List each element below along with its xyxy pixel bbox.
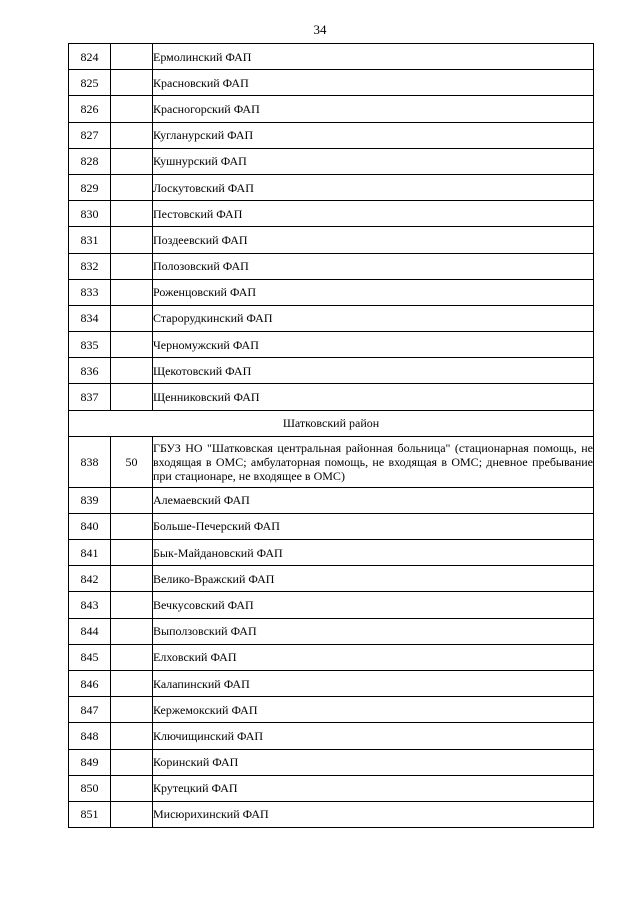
row-code: [111, 253, 153, 279]
section-title: Шатковский район: [69, 410, 594, 436]
row-code: [111, 201, 153, 227]
table-row: [69, 305, 594, 331]
table-section: [69, 410, 594, 487]
row-number: 847: [69, 697, 111, 723]
row-name: Роженцовский ФАП: [153, 279, 594, 305]
row-number: 841: [69, 540, 111, 566]
table-row: [69, 44, 594, 70]
row-number: 845: [69, 644, 111, 670]
row-name: Ермолинский ФАП: [153, 44, 594, 70]
table-row: [69, 566, 594, 592]
row-code: [111, 670, 153, 696]
row-code: [111, 332, 153, 358]
row-number: 839: [69, 487, 111, 513]
table-row: [69, 801, 594, 827]
section-row: [69, 410, 594, 436]
row-name: Выползовский ФАП: [153, 618, 594, 644]
row-number: 843: [69, 592, 111, 618]
row-name: Поздеевский ФАП: [153, 227, 594, 253]
row-name: ГБУЗ НО "Шатковская центральная районная больница" (стационарная помощь, не входящая в ОМС; амбулаторная помощь, не входящая в ОМС; дневное пребывание при стационаре, не входящее в ОМС): [153, 436, 594, 487]
row-code: [111, 749, 153, 775]
row-number: 838: [69, 436, 111, 487]
table-row: [69, 174, 594, 200]
row-number: 824: [69, 44, 111, 70]
table-row: [69, 148, 594, 174]
row-code: [111, 801, 153, 827]
row-name: Бык-Майдановский ФАП: [153, 540, 594, 566]
row-code: [111, 618, 153, 644]
row-number: 834: [69, 305, 111, 331]
row-code: [111, 227, 153, 253]
row-number: 832: [69, 253, 111, 279]
row-name: Больше-Печерский ФАП: [153, 513, 594, 539]
row-name: Алемаевский ФАП: [153, 487, 594, 513]
table-row: [69, 279, 594, 305]
row-code: 50: [111, 436, 153, 487]
table-row: [69, 513, 594, 539]
row-name: Щенниковский ФАП: [153, 384, 594, 410]
row-number: 829: [69, 174, 111, 200]
table-row: [69, 201, 594, 227]
row-name: Елховский ФАП: [153, 644, 594, 670]
row-number: 825: [69, 70, 111, 96]
table-row: [69, 332, 594, 358]
row-name: Красногорский ФАП: [153, 96, 594, 122]
row-name: Велико-Вражский ФАП: [153, 566, 594, 592]
row-name: Ключищинский ФАП: [153, 723, 594, 749]
row-code: [111, 148, 153, 174]
row-code: [111, 122, 153, 148]
table-row: [69, 723, 594, 749]
row-number: 826: [69, 96, 111, 122]
row-number: 835: [69, 332, 111, 358]
table-row: [69, 749, 594, 775]
row-name: Калапинский ФАП: [153, 670, 594, 696]
row-code: [111, 305, 153, 331]
row-number: 848: [69, 723, 111, 749]
table-body-upper: [69, 44, 594, 411]
page-number: 34: [313, 22, 327, 37]
row-number: 850: [69, 775, 111, 801]
row-number: 842: [69, 566, 111, 592]
row-number: 830: [69, 201, 111, 227]
row-name: Кугланурский ФАП: [153, 122, 594, 148]
row-name: Коринский ФАП: [153, 749, 594, 775]
row-number: 846: [69, 670, 111, 696]
table-row: [69, 96, 594, 122]
row-code: [111, 384, 153, 410]
table-row: [69, 487, 594, 513]
row-number: 827: [69, 122, 111, 148]
row-name: Вечкусовский ФАП: [153, 592, 594, 618]
row-name: Старорудкинский ФАП: [153, 305, 594, 331]
row-code: [111, 697, 153, 723]
hospital-row: [69, 436, 594, 487]
row-number: 837: [69, 384, 111, 410]
row-name: Красновский ФАП: [153, 70, 594, 96]
row-name: Кержемокский ФАП: [153, 697, 594, 723]
table-body-lower: [69, 487, 594, 827]
table-row: [69, 227, 594, 253]
table-row: [69, 618, 594, 644]
row-number: 836: [69, 358, 111, 384]
row-number: 828: [69, 148, 111, 174]
table-row: [69, 540, 594, 566]
row-number: 849: [69, 749, 111, 775]
table-row: [69, 70, 594, 96]
row-number: 840: [69, 513, 111, 539]
table-row: [69, 384, 594, 410]
table-row: [69, 358, 594, 384]
row-number: 831: [69, 227, 111, 253]
row-code: [111, 487, 153, 513]
row-code: [111, 723, 153, 749]
row-code: [111, 70, 153, 96]
row-number: 833: [69, 279, 111, 305]
row-name: Крутецкий ФАП: [153, 775, 594, 801]
row-code: [111, 174, 153, 200]
row-name: Кушнурский ФАП: [153, 148, 594, 174]
row-code: [111, 592, 153, 618]
table-row: [69, 253, 594, 279]
row-code: [111, 566, 153, 592]
row-name: Мисюрихинский ФАП: [153, 801, 594, 827]
row-number: 844: [69, 618, 111, 644]
row-name: Черномужский ФАП: [153, 332, 594, 358]
table-row: [69, 670, 594, 696]
row-name: Полозовский ФАП: [153, 253, 594, 279]
table-row: [69, 644, 594, 670]
table-row: [69, 697, 594, 723]
row-name: Пестовский ФАП: [153, 201, 594, 227]
row-name: Щекотовский ФАП: [153, 358, 594, 384]
table-row: [69, 122, 594, 148]
row-code: [111, 540, 153, 566]
row-code: [111, 44, 153, 70]
row-code: [111, 775, 153, 801]
row-code: [111, 279, 153, 305]
row-code: [111, 358, 153, 384]
table-row: [69, 592, 594, 618]
row-name: Лоскутовский ФАП: [153, 174, 594, 200]
row-code: [111, 96, 153, 122]
row-number: 851: [69, 801, 111, 827]
row-code: [111, 644, 153, 670]
registry-table: [68, 43, 594, 828]
row-code: [111, 513, 153, 539]
table-row: [69, 775, 594, 801]
